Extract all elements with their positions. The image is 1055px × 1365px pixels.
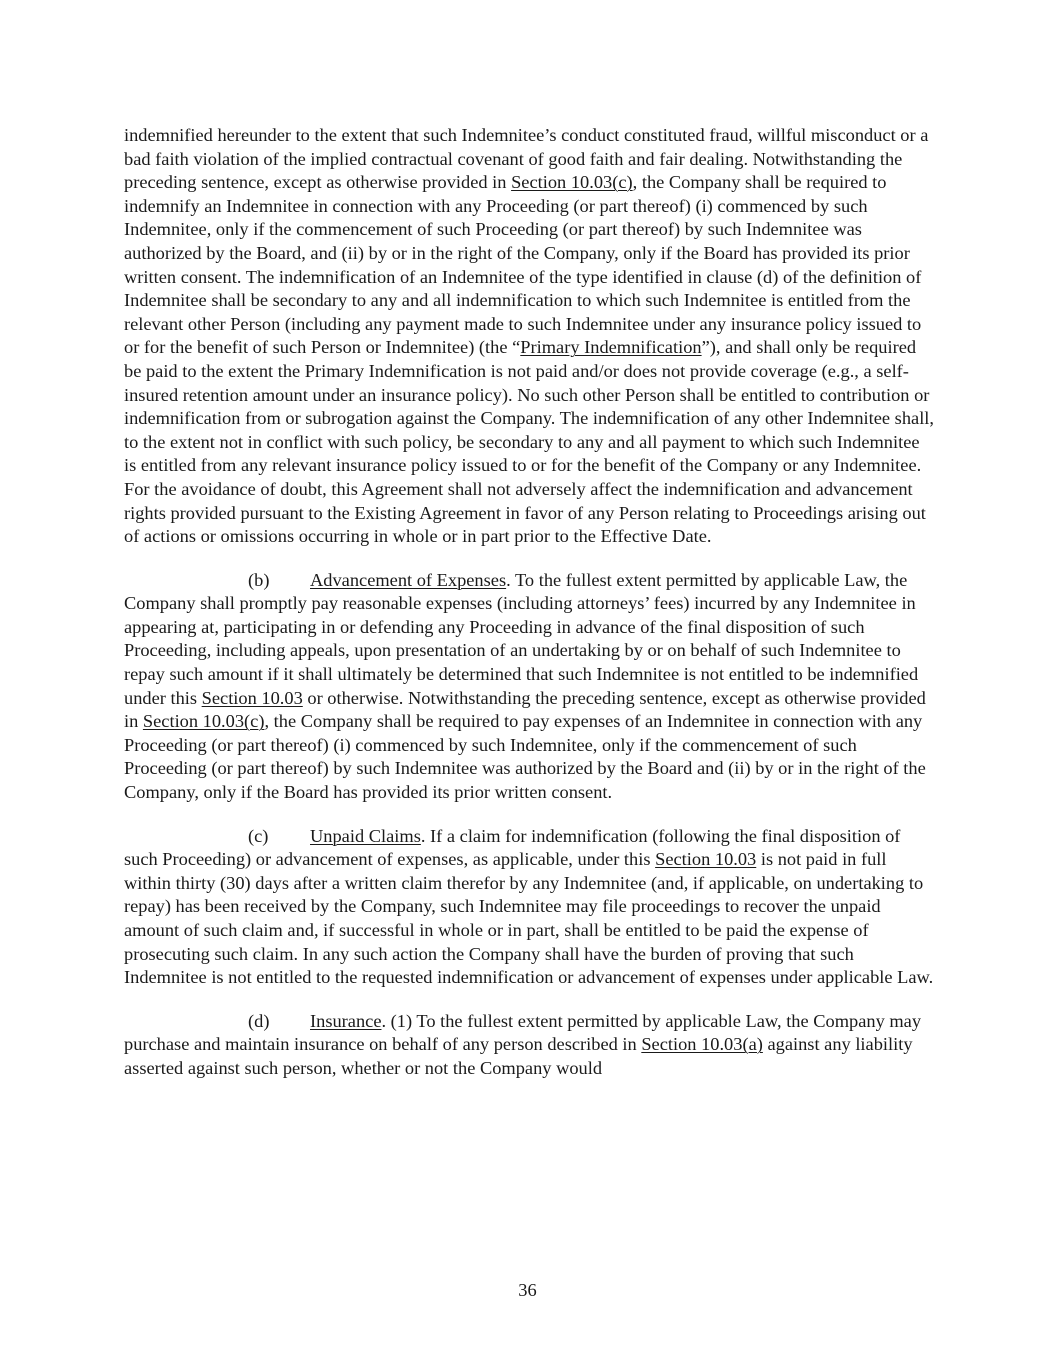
text-run: . (1) To the fullest extent permitted by applicable Law, the Company may purchase and maintain insurance on behalf of any person described in (124, 1010, 922, 1055)
paragraph-c (124, 825, 936, 990)
cross-reference-link: Section 10.03 (655, 849, 757, 870)
text-run: . To the fullest extent permitted by applicable Law, the Company shall promptly pay reasonable expenses (including attorneys’ fees) incurred by any Indemnitee in appearing at, participating in or defending any Proceeding in advance of the final disposition of such Proceeding, including appeals, upon presentation of an undertaking by or on behalf of such Indemnitee to repay such amount if it shall ultimately be determined that such Indemnitee is not entitled to be indemnified under this (124, 569, 919, 708)
clause-label: (b) (248, 569, 270, 590)
text-run: , the Company shall be required to indemnify an Indemnitee in connection with any Proceeding (or part thereof) (i) commenced by such Indemnitee, only if the commencement of such Proceeding (or part thereof) by such Indemnitee was authorized by the Board, and (ii) by or in the right of the Company, only if the Board has provided its prior written consent. The indemnification of an Indemnitee of the type identified in clause (d) of the definition of Indemnitee shall be secondary to any and all indemnification to which such Indemnitee is entitled from the relevant other Person (including any payment made to such Indemnitee under any insurance policy issued to or for the benefit of such Person or Indemnitee) (the “ (124, 172, 922, 358)
text-run: ”), and shall only be required be paid to the extent the Primary Indemnification is not paid and/or does not provide coverage (e.g., a self-insured retention amount under an insurance policy). No such other Person shall be entitled to contribution or indemnification from or subrogation against the Company. The indemnification of any other Indemnitee shall, to the extent not in conflict with such policy, be secondary to any and all payment to which such Indemnitee is entitled from any relevant insurance policy issued to or for the benefit of the Company or any Indemnitee. For the avoidance of doubt, this Agreement shall not adversely affect the indemnification and advancement rights provided pursuant to the Existing Agreement in favor of any Person relating to Proceedings arising out of actions or omissions occurring in whole or in part prior to the Effective Date. (124, 337, 935, 547)
text-run: . If a claim for indemnification (following the final disposition of such Proceeding) or advancement of expenses, as applicable, under this (124, 825, 901, 870)
text-run: indemnified hereunder to the extent that such Indemnitee’s conduct constituted fraud, willful misconduct or a bad faith violation of the implied contractual covenant of good faith and fair dealing. Notwithstanding the preceding sentence, except as otherwise provided in (124, 125, 929, 193)
clause-heading: Advancement of Expenses (310, 569, 507, 590)
cross-reference-link: Section 10.03(a) (641, 1034, 763, 1055)
text-run: , the Company shall be required to pay expenses of an Indemnitee in connection with any Proceeding (or part thereof) (i) commenced by such Indemnitee, only if the commencement of such Proceeding (or part thereof) by such Indemnitee was authorized by the Board and (ii) by or in the right of the Company, only if the Board has provided its prior written consent. (124, 711, 926, 803)
clause-heading: Insurance (310, 1010, 382, 1031)
defined-term: Primary Indemnification (520, 337, 702, 358)
cross-reference-link: Section 10.03(c) (142, 711, 265, 732)
clause-label: (c) (248, 825, 269, 846)
paragraph-b (124, 569, 936, 805)
document-body (124, 124, 936, 1101)
cross-reference-link: Section 10.03(c) (511, 172, 633, 193)
clause-heading: Unpaid Claims (310, 825, 421, 846)
cross-reference-link: Section 10.03 (201, 687, 303, 708)
paragraph-a-continuation (124, 124, 936, 549)
clause-label: (d) (248, 1010, 270, 1031)
text-run: against any liability asserted against such person, whether or not the Company would (124, 1034, 913, 1078)
text-run: or otherwise. Notwithstanding the preceding sentence, except as otherwise provided in (124, 687, 926, 732)
page-number: 36 (518, 1280, 537, 1300)
paragraph-d (124, 1010, 936, 1081)
text-run: is not paid in full within thirty (30) days after a written claim therefor by any Indemnitee (and, if applicable, on undertaking to repay) has been received by the Company, such Indemnitee may file proceedings to recover the unpaid amount of such claim and, if successful in whole or in part, shall be entitled to be paid the expense of prosecuting such claim. In any such action the Company shall have the burden of proving that such Indemnitee is not entitled to the requested indemnification or advancement of expenses under applicable Law. (124, 849, 934, 988)
